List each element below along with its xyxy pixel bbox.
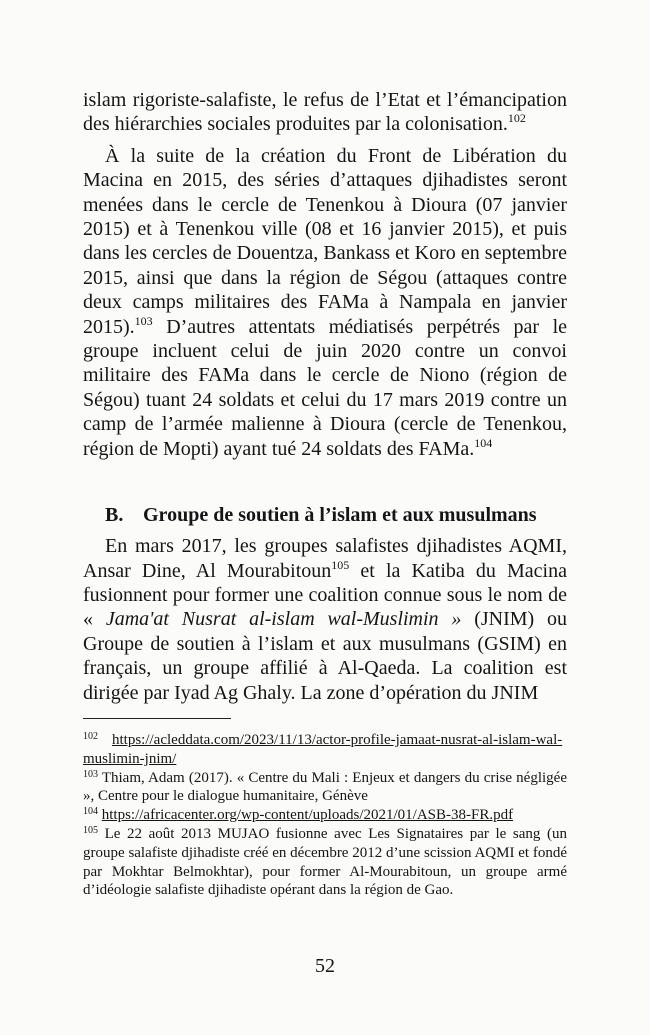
footnote-text: Thiam, Adam (2017). « Centre du Mali : Enjeux et dangers du crise négligée », Centre pour le dialogue humanitaire, Génève — [83, 769, 567, 805]
footnote-number: 102 — [83, 730, 98, 742]
footnote-ref-104[interactable]: 104 — [474, 435, 493, 450]
paragraph-3 — [83, 534, 567, 705]
paragraph-2-text-a: À la suite de la création du Front de Libération du Macina en 2015, des séries d’attaques djihadistes seront menées dans le cercle de Tenenkou à Dioura (07 janvier 2015) et à Tenenkou ville (08 et 16 janvier 2015), et puis dans les cercles de Douentza, Bankass et Koro en septembre 2015, ainsi que dans la région de Ségou (attaques contre deux camps militaires des FAMa à Nampala en janvier 2015). — [83, 144, 567, 338]
footnote-102 — [83, 731, 567, 769]
footnote-link[interactable]: https://africacenter.org/wp-content/uploads/2021/01/ASB-38-FR.pdf — [101, 807, 514, 824]
footnote-ref-102[interactable]: 102 — [507, 111, 526, 126]
footnote-number: 104 — [83, 806, 98, 818]
section-heading — [105, 503, 567, 527]
paragraph-1-text: islam rigoriste-salafiste, le refus de l’Etat et l’émancipation des hiérarchies sociales produites par la colonisation. — [83, 89, 567, 136]
footnote-number: 103 — [83, 768, 98, 780]
paragraph-2-text-b: D’autres attentats médiatisés perpétrés par le groupe incluent celui de juin 2020 contre un convoi militaire des FAMa dans le cercle de Niono (région de Ségou) tuant 24 soldats et celui du 17 mars 2019 contre un camp de l’armée malienne à Dioura (cercle de Tenenkou, région de Mopti) ayant tué 24 soldats des FAMa. — [83, 315, 567, 460]
footnote-text: Le 22 août 2013 MUJAO fusionne avec Les Signataires par le sang (un groupe salafiste djihadiste créé en décembre 2012 d’une scission AQMI et fondé par Mokhtar Belmokhtar), pour former Al-Mourabitoun, un groupe armé d’idéologie salafiste djihadiste opérant dans la région de Gao. — [83, 825, 567, 899]
footnote-separator — [83, 718, 231, 719]
footnote-ref-105[interactable]: 105 — [331, 557, 350, 572]
section-title: Groupe de soutien à l’islam et aux musulmans — [143, 504, 537, 527]
footnote-103 — [83, 769, 567, 807]
footnote-105 — [83, 825, 567, 900]
page-body — [83, 88, 567, 900]
paragraph-3-italic: Jama'at Nusrat al-islam wal-Muslimin » — [105, 608, 462, 631]
paragraph-2 — [83, 144, 567, 461]
footnote-ref-103[interactable]: 103 — [134, 313, 153, 328]
section-letter: B. — [105, 504, 124, 527]
paragraph-3-text-a: En mars 2017, les groupes salafistes djihadistes AQMI, Ansar Dine, Al Mourabitoun — [83, 535, 567, 582]
paragraph-3-text-b: et la Katiba du Macina fusionnent pour former une coalition connue sous le nom de « — [83, 559, 567, 631]
footnote-link[interactable]: https://acleddata.com/2023/11/13/actor-profile-jamaat-nusrat-al-islam-wal-muslimin-jnim/ — [83, 731, 563, 767]
paragraph-1 — [83, 88, 567, 137]
footnote-104 — [83, 806, 567, 825]
footnote-number: 105 — [83, 824, 98, 836]
paragraph-3-text-c: (JNIM) ou Groupe de soutien à l’islam et aux musulmans (GSIM) en français, un groupe affilié à Al-Qaeda. La coalition est dirigée par Iyad Ag Ghaly. La zone d’opération du JNIM — [83, 608, 567, 704]
page-number: 52 — [315, 955, 335, 977]
